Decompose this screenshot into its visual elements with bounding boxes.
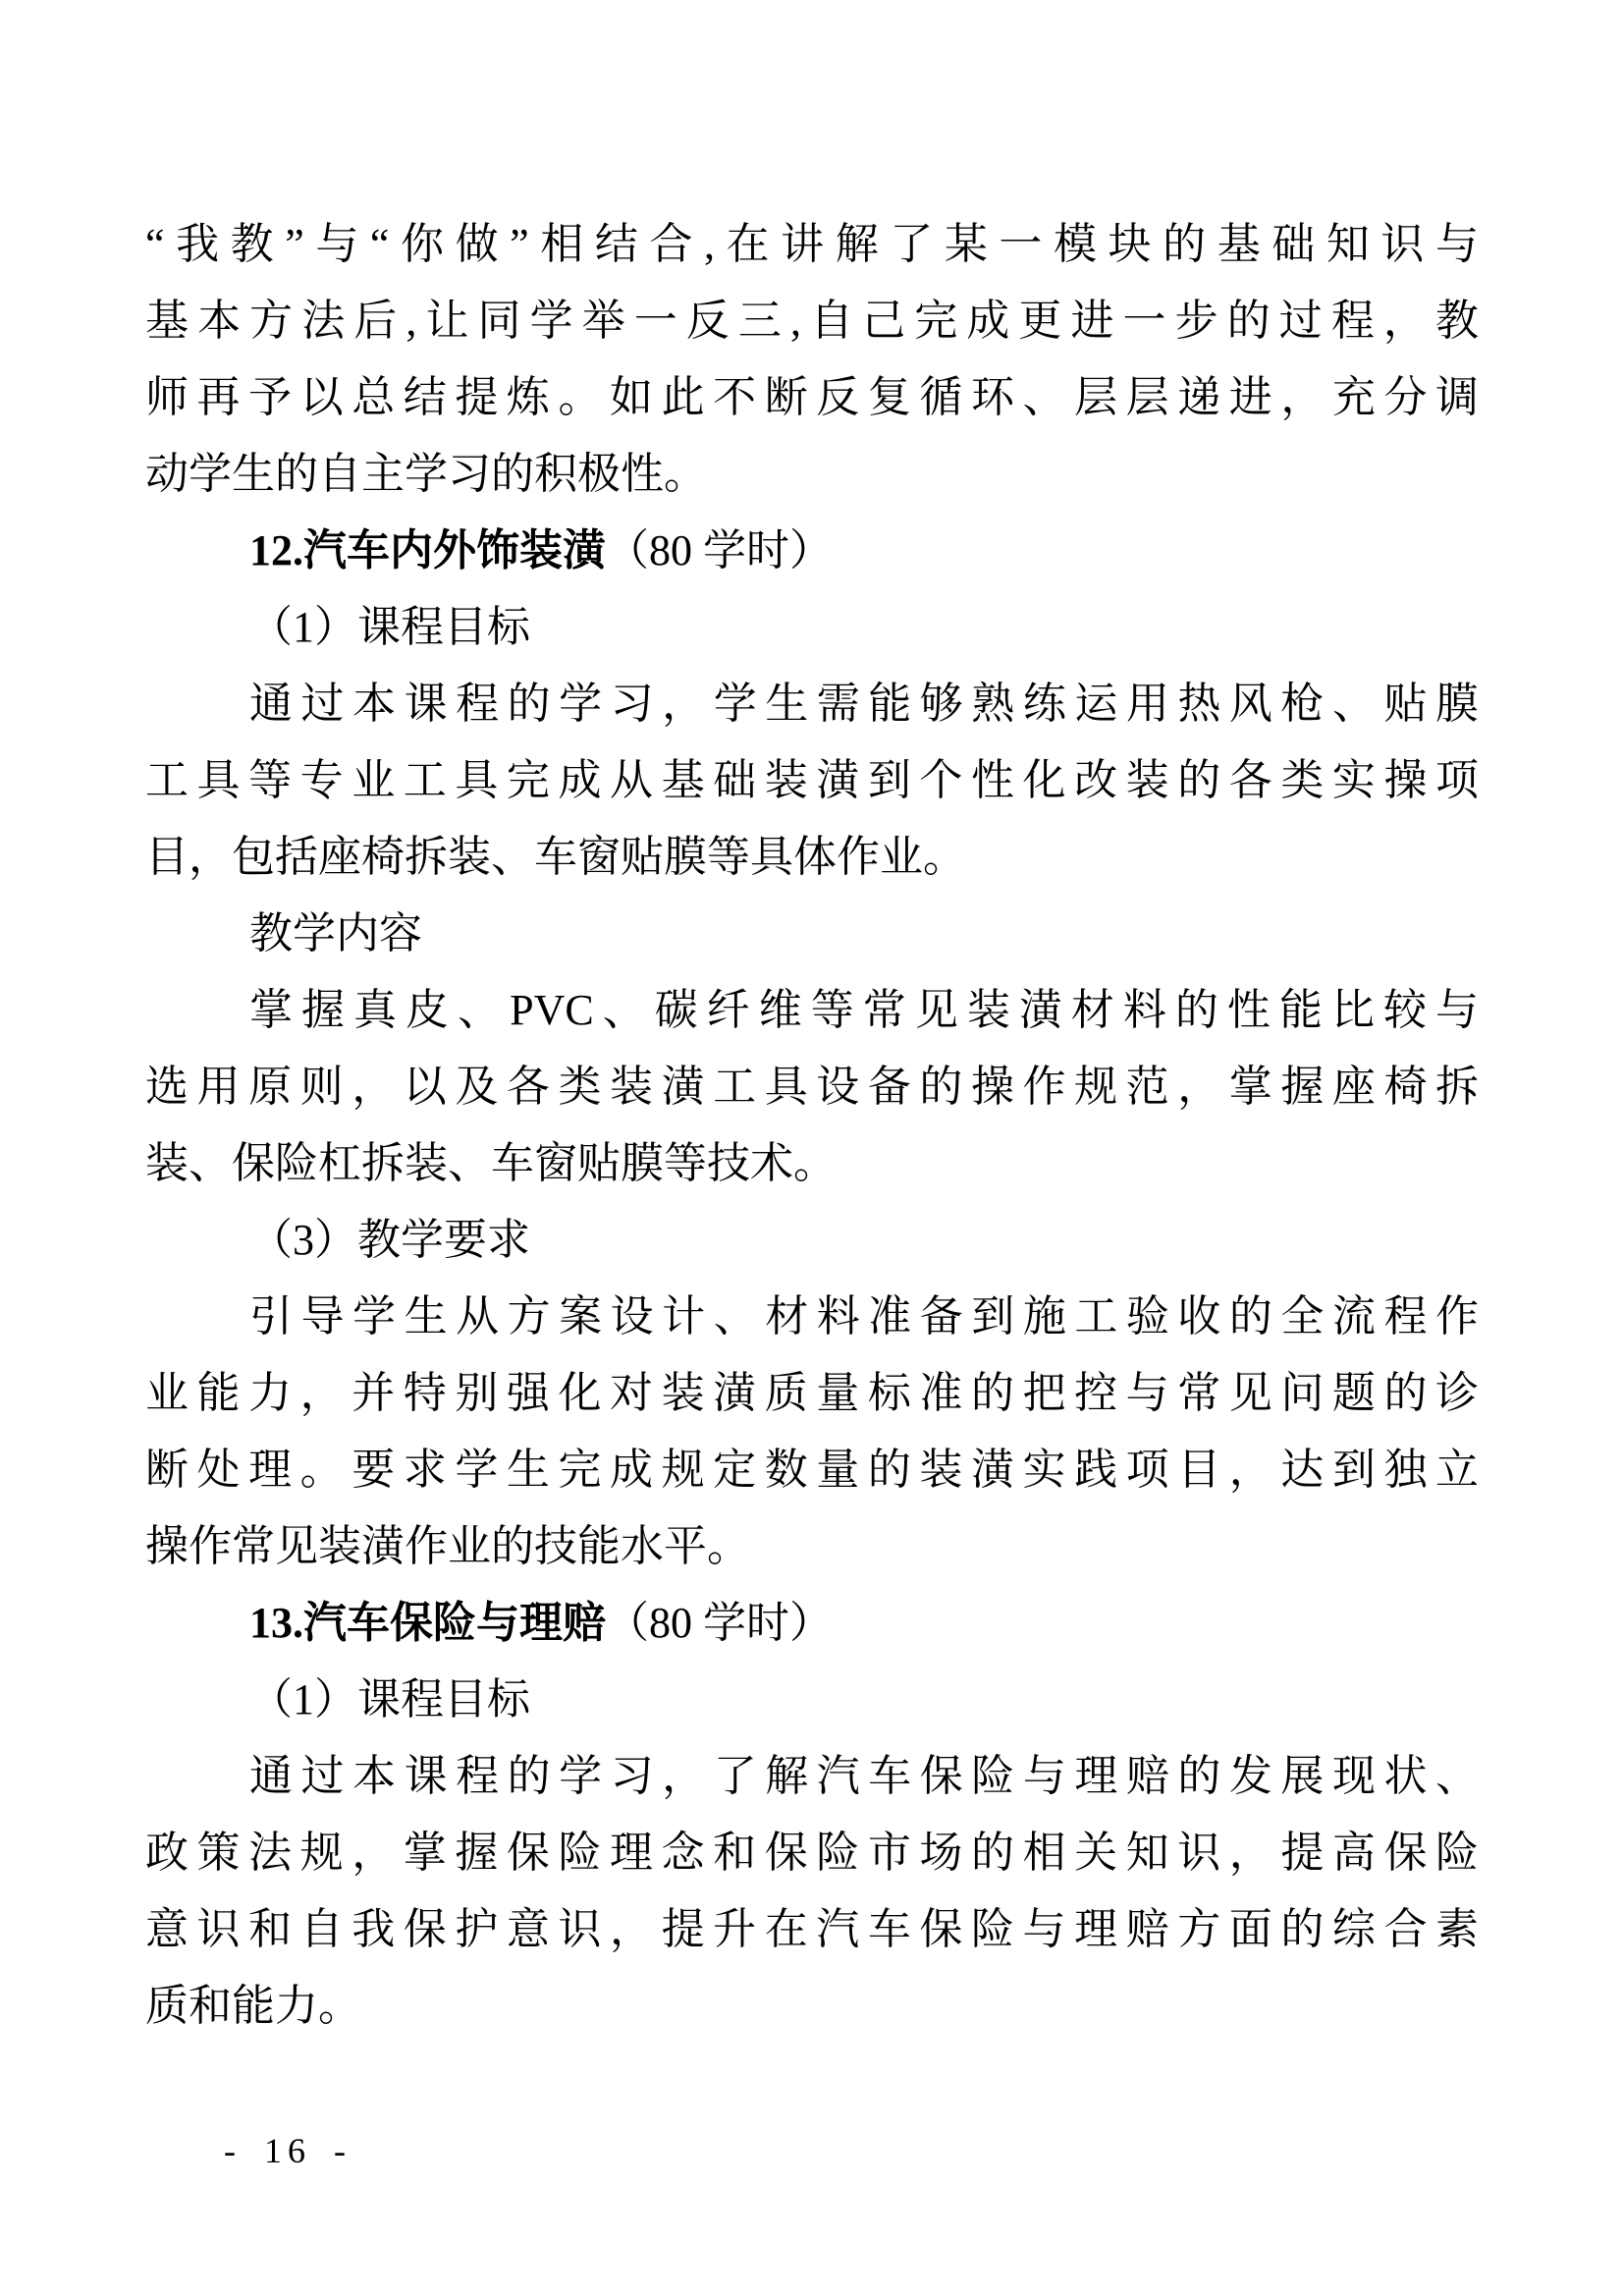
paragraph-line: 断处理。要求学生完成规定数量的装潢实践项目，达到独立 [145, 1446, 1479, 1494]
paragraph-line: 目，包括座椅拆装、车窗贴膜等具体作业。 [145, 833, 966, 881]
paragraph-line: 装、保险杠拆装、车窗贴膜等技术。 [145, 1139, 837, 1187]
paragraph-line: “我教”与“你做”相结合,在讲解了某一模块的基础知识与 [145, 220, 1479, 268]
paragraph-line: 动学生的自主学习的积极性。 [145, 450, 707, 498]
paragraph-line: 质和能力。 [145, 1982, 361, 2030]
paragraph-line: 基本方法后,让同学举一反三,自己完成更进一步的过程，教 [145, 297, 1479, 345]
paragraph-line: 政策法规，掌握保险理念和保险市场的相关知识，提高保险 [145, 1829, 1479, 1877]
heading-hours: （80 学时） [606, 526, 833, 574]
paragraph-line: 工具等专业工具完成从基础装潢到个性化改装的各类实操项 [145, 756, 1479, 804]
paragraph-line: 意识和自我保护意识，提升在汽车保险与理赔方面的综合素 [145, 1905, 1479, 1953]
page-number: - 16 - [224, 2131, 352, 2170]
paragraph-line: 通过本课程的学习，学生需能够熟练运用热风枪、贴膜 [249, 680, 1479, 728]
subsection-label: （1）课程目标 [249, 1675, 530, 1723]
paragraph-line: 操作常见装潢作业的技能水平。 [145, 1522, 750, 1570]
heading-number-title: 12.汽车内外饰装潢 [249, 526, 606, 574]
heading-hours: （80 学时） [606, 1599, 833, 1647]
text-block [145, 206, 1479, 2045]
paragraph-line: 师再予以总结提炼。如此不断反复循环、层层递进，充分调 [145, 373, 1479, 421]
subsection-label: （1）课程目标 [249, 603, 530, 651]
course-13-heading [145, 1585, 1479, 1662]
paragraph-line: 掌握真皮、PVC、碳纤维等常见装潢材料的性能比较与 [249, 986, 1479, 1034]
subsection-label: 教学内容 [249, 909, 422, 957]
subsection-label: （3）教学要求 [249, 1216, 530, 1264]
paragraph-line: 业能力，并特别强化对装潢质量标准的把控与常见问题的诊 [145, 1369, 1479, 1417]
course-12-heading [145, 513, 1479, 589]
heading-number-title: 13.汽车保险与理赔 [249, 1599, 606, 1647]
paragraph-line: 选用原则，以及各类装潢工具设备的操作规范，掌握座椅拆 [145, 1063, 1479, 1111]
paragraph-line: 通过本课程的学习，了解汽车保险与理赔的发展现状、 [249, 1752, 1479, 1800]
paragraph-line: 引导学生从方案设计、材料准备到施工验收的全流程作 [249, 1292, 1479, 1340]
